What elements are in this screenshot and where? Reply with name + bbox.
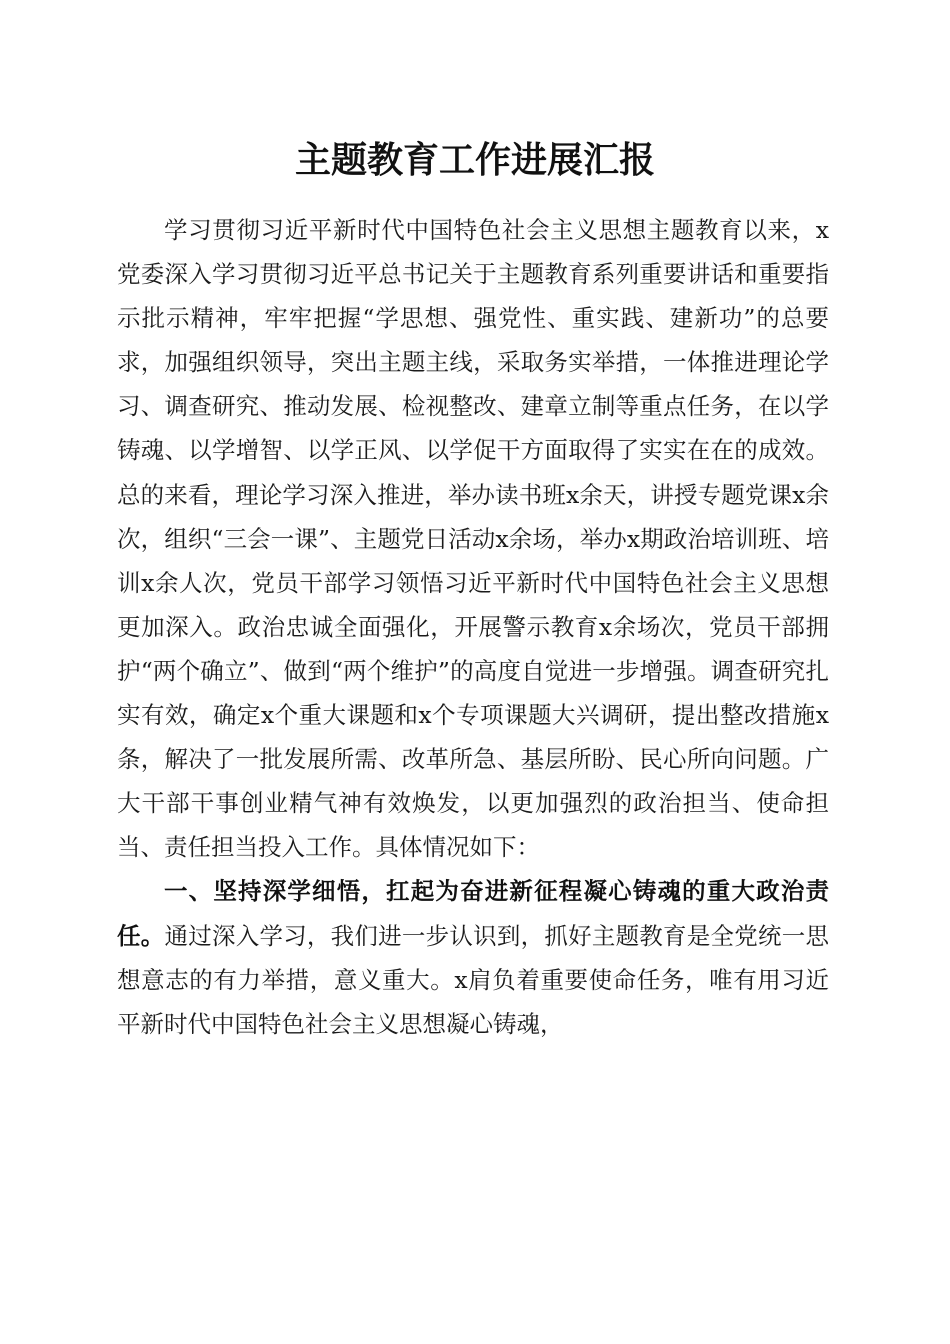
document-body (117, 208, 829, 1046)
section-1-heading: 一、坚持深学细悟，扛起为奋进新征程凝心铸魂的重大政治责任。 (117, 877, 829, 950)
document-title: 主题教育工作进展汇报 (294, 139, 655, 181)
section-1-text: 通过深入学习，我们进一步认识到，抓好主题教育是全党统一思想意志的有力举措，意义重大。x肩负着重要使命任务，唯有用习近平新时代中国特色社会主义思想凝心铸魂， (117, 921, 830, 1038)
intro-paragraph: 学习贯彻习近平新时代中国特色社会主义思想主题教育以来，x党委深入学习贯彻习近平总书记关于主题教育系列重要讲话和重要指示批示精神，牢牢把握“学思想、强党性、重实践、建新功”的总要求，加强组织领导，突出主题主线，采取务实举措，一体推进理论学习、调查研究、推动发展、检视整改、建章立制等重点任务，在以学铸魂、以学增智、以学正风、以学促干方面取得了实实在在的成效。总的来看，理论学习深入推进，举办读书班x余天，讲授专题党课x余次，组织“三会一课”、主题党日活动x余场，举办x期政治培训班、培训x余人次，党员干部学习领悟习近平新时代中国特色社会主义思想更加深入。政治忠诚全面强化，开展警示教育x余场次，党员干部拥护“两个确立”、做到“两个维护”的高度自觉进一步增强。调查研究扎实有效，确定x个重大课题和x个专项课题大兴调研，提出整改措施x条，解决了一批发展所需、改革所急、基层所盼、民心所向问题。广大干部干事创业精气神有效焕发，以更加强烈的政治担当、使命担当、责任担当投入工作。具体情况如下： (117, 216, 829, 862)
section-1-paragraph (117, 869, 829, 1045)
